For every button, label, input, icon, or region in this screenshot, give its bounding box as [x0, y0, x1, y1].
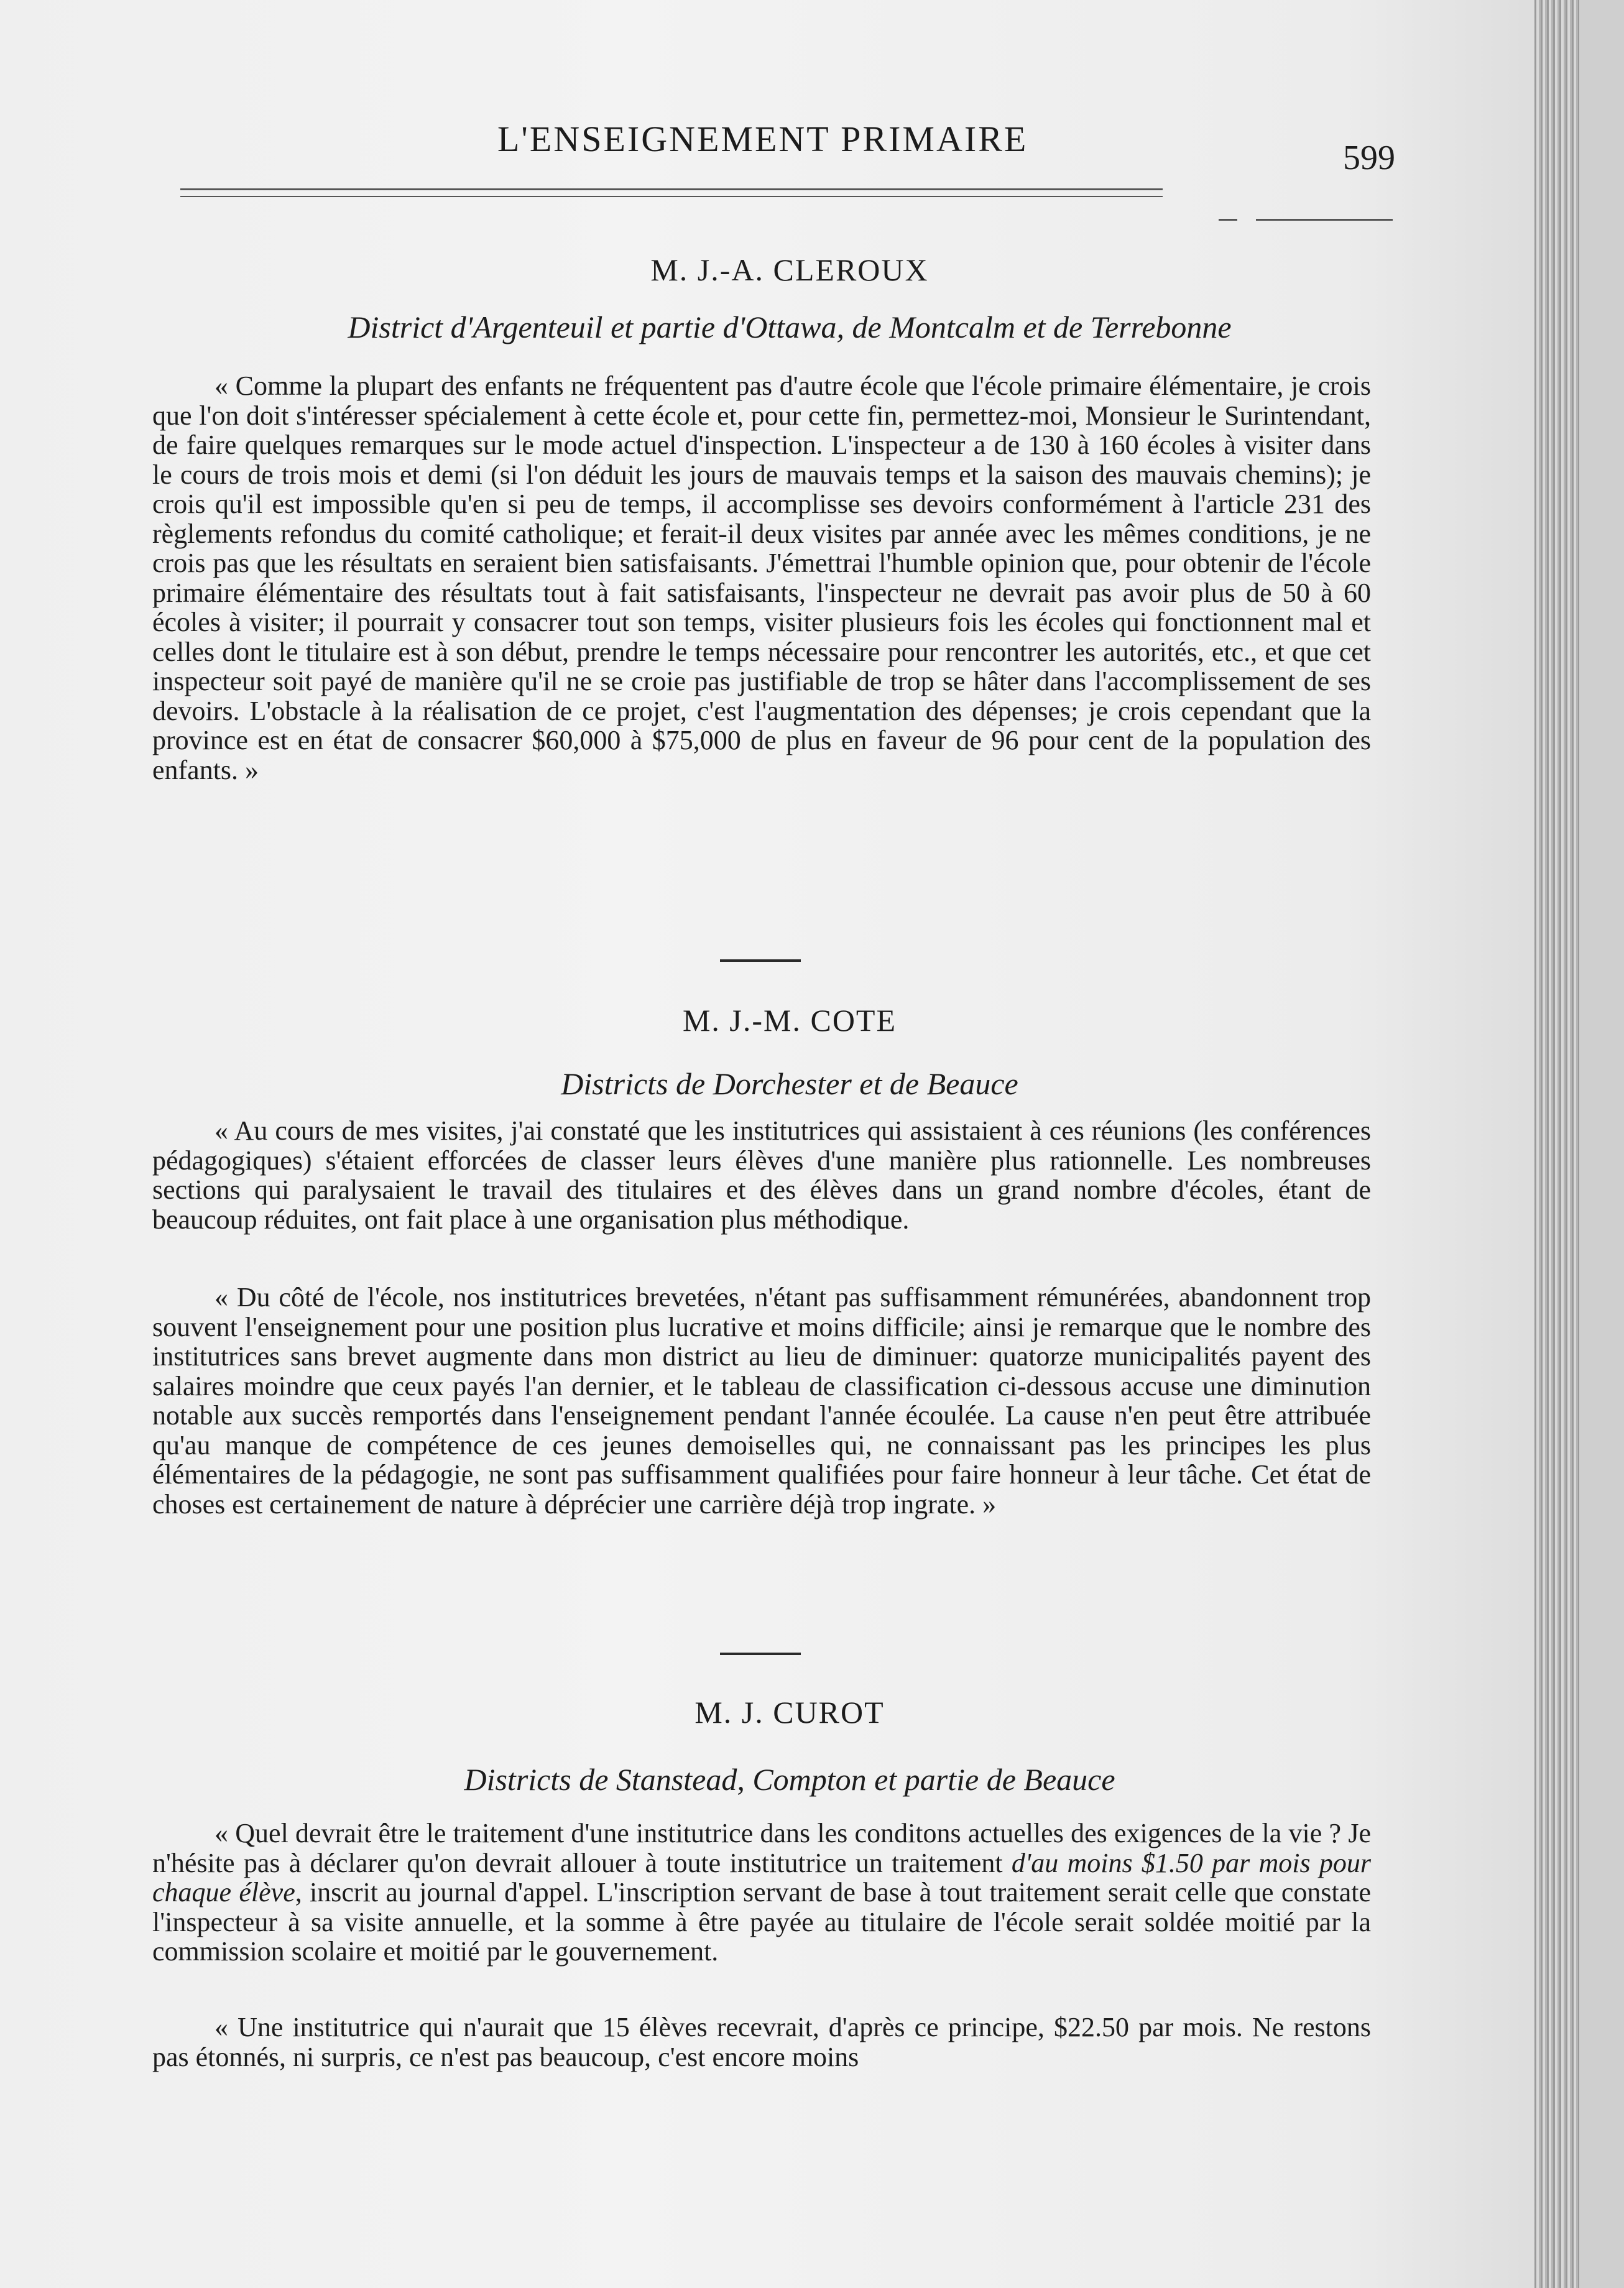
- district-cote: Districts de Dorchester et de Beauce: [561, 1066, 1018, 1101]
- paragraph: « Une institutrice qui n'aurait que 15 élèves recevrait, d'après ce principe, $22.50 par mois. Ne restons pas étonnés, ni surpris, ce n'est pas beaucoup, c'est encore moins: [152, 2012, 1371, 2072]
- header-rule: [1219, 219, 1237, 221]
- header-rule: [1256, 219, 1393, 221]
- section-separator: [720, 959, 801, 962]
- page-number: 599: [1343, 139, 1395, 177]
- header-rule: [180, 196, 1163, 197]
- italic-phrase: d'au moins $1.50 par mois pour chaque élève: [152, 1847, 1372, 1907]
- paragraph: « Au cours de mes visites, j'ai constaté que les institutrices qui assistaient à ces réunions (les conférences pédagogiques) s'étaient efforcées de classer leurs élèves d'une manière plus rationnelle. Les nombreuses sections qui paralysaient le travail des titulaires et des élèves dans un grand nombre d'écoles, étant de beaucoup réduites, ont fait place à une organisation plus méthodique.: [152, 1115, 1371, 1235]
- district-curot: Districts de Stanstead, Compton et partie de Beauce: [464, 1762, 1115, 1797]
- running-head: L'ENSEIGNEMENT PRIMAIRE: [497, 119, 1028, 159]
- section-title-cote: M. J.-M. COTE: [682, 1003, 897, 1038]
- section-title-cleroux: M. J.-A. CLEROUX: [650, 252, 929, 287]
- paragraph-text: « Quel devrait être le traitement d'une institutrice dans les conditons actuelles des exigences de la vie ? Je n'hésite pas à déclarer qu'on devrait allouer à toute institutrice un traitement: [152, 1818, 1371, 1878]
- district-cleroux: District d'Argenteuil et partie d'Ottawa, de Montcalm et de Terrebonne: [348, 310, 1232, 344]
- paragraph: « Du côté de l'école, nos institutrices brevetées, n'étant pas suffisamment rémunérées, abandonnent trop souvent l'enseignement pour une position plus lucrative et moins difficile; ainsi je remarque que le nombre des institutrices sans brevet augmente dans mon district au lieu de diminuer: quatorze municipalités payent des salaires moindre que ceux payés l'an dernier, et le tableau de classification ci-dessous accuse une diminution notable aux succès remportés dans l'enseignement pendant l'année écoulée. La cause n'en peut être attribuée qu'au manque de compétence de ces jeunes demoiselles qui, ne connaissant pas les principes les plus élémentaires de la pédagogie, ne sont pas suffisamment qualifiées pour faire honneur à leur tâche. Cet état de choses est certainement de nature à déprécier une carrière déjà trop ingrate. »: [152, 1282, 1371, 1520]
- section-title-curot: M. J. CUROT: [694, 1695, 885, 1730]
- section-separator: [720, 1653, 801, 1655]
- paragraph: [152, 1819, 1371, 1967]
- paragraph: « Comme la plupart des enfants ne fréquentent pas d'autre école que l'école primaire élémentaire, je crois que l'on doit s'intéresser spécialement à cette école et, pour cette fin, permettez-moi, Monsieur le Surintendant, de faire quelques remarques sur le mode actuel d'inspection. L'inspecteur a de 130 à 160 écoles à visiter dans le cours de trois mois et demi (si l'on déduit les jours de mauvais temps et la saison des mauvais chemins); je crois qu'il est impossible qu'en si peu de temps, il accomplisse ses devoirs conformément à l'article 231 des règlements refondus du comité catholique; et ferait-il deux visites par année avec les mêmes conditions, je ne crois pas que les résultats en seraient bien satisfaisants. J'émettrai l'humble opinion que, pour obtenir de l'école primaire élémentaire des résultats tout à fait satisfaisants, l'inspecteur ne devrait pas avoir plus de 50 à 60 écoles à visiter; il pourrait y consacrer tout son temps, visiter plusieurs fois les écoles qui fonctionnent mal et celles dont le titulaire est à son début, prendre le temps nécessaire pour rencontrer les autorités, etc., et que cet inspecteur soit payé de manière qu'il ne se croie pas justifiable de trop se hâter dans l'accomplissement de ses devoirs. L'obstacle à la réalisation de ce projet, c'est l'augmentation des dépenses; je crois cependant que la province est en état de consacrer $60,000 à $75,000 de plus en faveur de 96 pour cent de la population des enfants. »: [152, 371, 1371, 785]
- paragraph-text: , inscrit au journal d'appel. L'inscription servant de base à tout traitement serait celle que constate l'inspecteur à sa visite annuelle, et la somme à être payée au titulaire de l'école serait soldée moitié par la commission scolaire et moitié par le gouvernement.: [152, 1877, 1372, 1967]
- header-rule: [180, 188, 1163, 190]
